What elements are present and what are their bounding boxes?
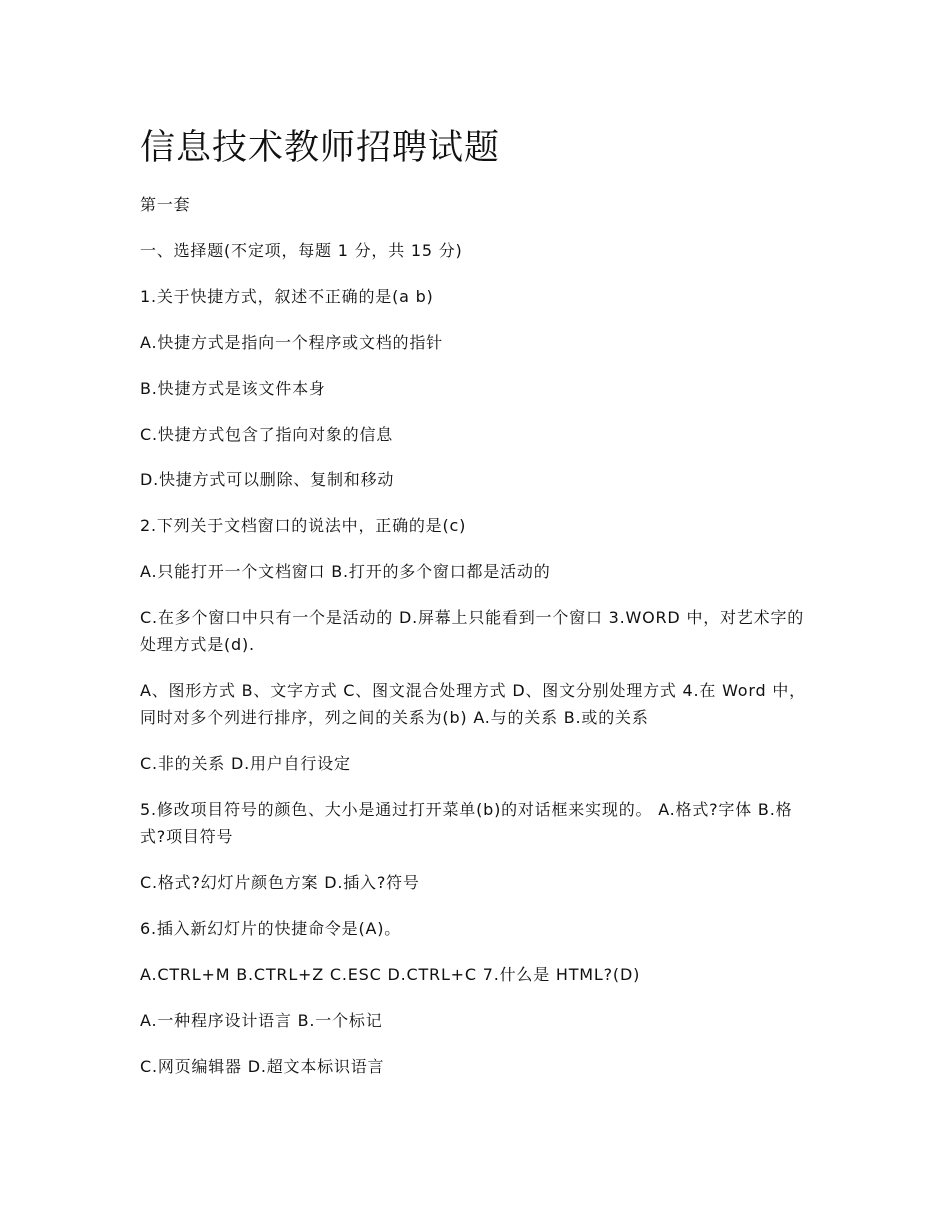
question-4-options-cd: C.非的关系 D.用户自行设定 xyxy=(140,754,351,773)
question-7-options-ab: A.一种程序设计语言 B.一个标记 xyxy=(140,1011,383,1030)
question-3-options-question-4: A、图形方式 B、文字方式 C、图文混合处理方式 D、图文分别处理方式 4.在 Word 中，同时对多个列进行排序，列之间的关系为(b) A.与的关系 B.或的关系 xyxy=(140,681,806,727)
section-heading: 一、选择题(不定项，每题 1 分，共 15 分) xyxy=(140,241,463,260)
document-title: 信息技术教师招聘试题 xyxy=(140,128,501,168)
question-1-option-b: B.快捷方式是该文件本身 xyxy=(140,379,326,398)
question-7-options-cd: C.网页编辑器 D.超文本标识语言 xyxy=(140,1057,385,1076)
section-label: 第一套 xyxy=(140,195,191,214)
question-1-option-a: A.快捷方式是指向一个程序或文档的指针 xyxy=(140,333,443,352)
question-1-option-c: C.快捷方式包含了指向对象的信息 xyxy=(140,425,394,444)
question-2: 2.下列关于文档窗口的说法中，正确的是(c) xyxy=(140,516,467,535)
question-2-options-ab: A.只能打开一个文档窗口 B.打开的多个窗口都是活动的 xyxy=(140,562,551,581)
question-1-option-d: D.快捷方式可以删除、复制和移动 xyxy=(140,470,395,489)
question-1: 1.关于快捷方式，叙述不正确的是(a b) xyxy=(140,287,434,306)
question-5: 5.修改项目符号的颜色、大小是通过打开菜单(b)的对话框来实现的。 A.格式?字体 B.格式?项目符号 xyxy=(140,800,793,846)
question-5-options-cd: C.格式?幻灯片颜色方案 D.插入?符号 xyxy=(140,873,420,892)
question-6: 6.插入新幻灯片的快捷命令是(A)。 xyxy=(140,919,402,938)
question-2-options-cd-question-3: C.在多个窗口中只有一个是活动的 D.屏幕上只能看到一个窗口 3.WORD 中，对艺术字的处理方式是(d). xyxy=(140,608,805,654)
question-6-options-question-7: A.CTRL+M B.CTRL+Z C.ESC D.CTRL+C 7.什么是 HTML?(D) xyxy=(140,965,641,984)
